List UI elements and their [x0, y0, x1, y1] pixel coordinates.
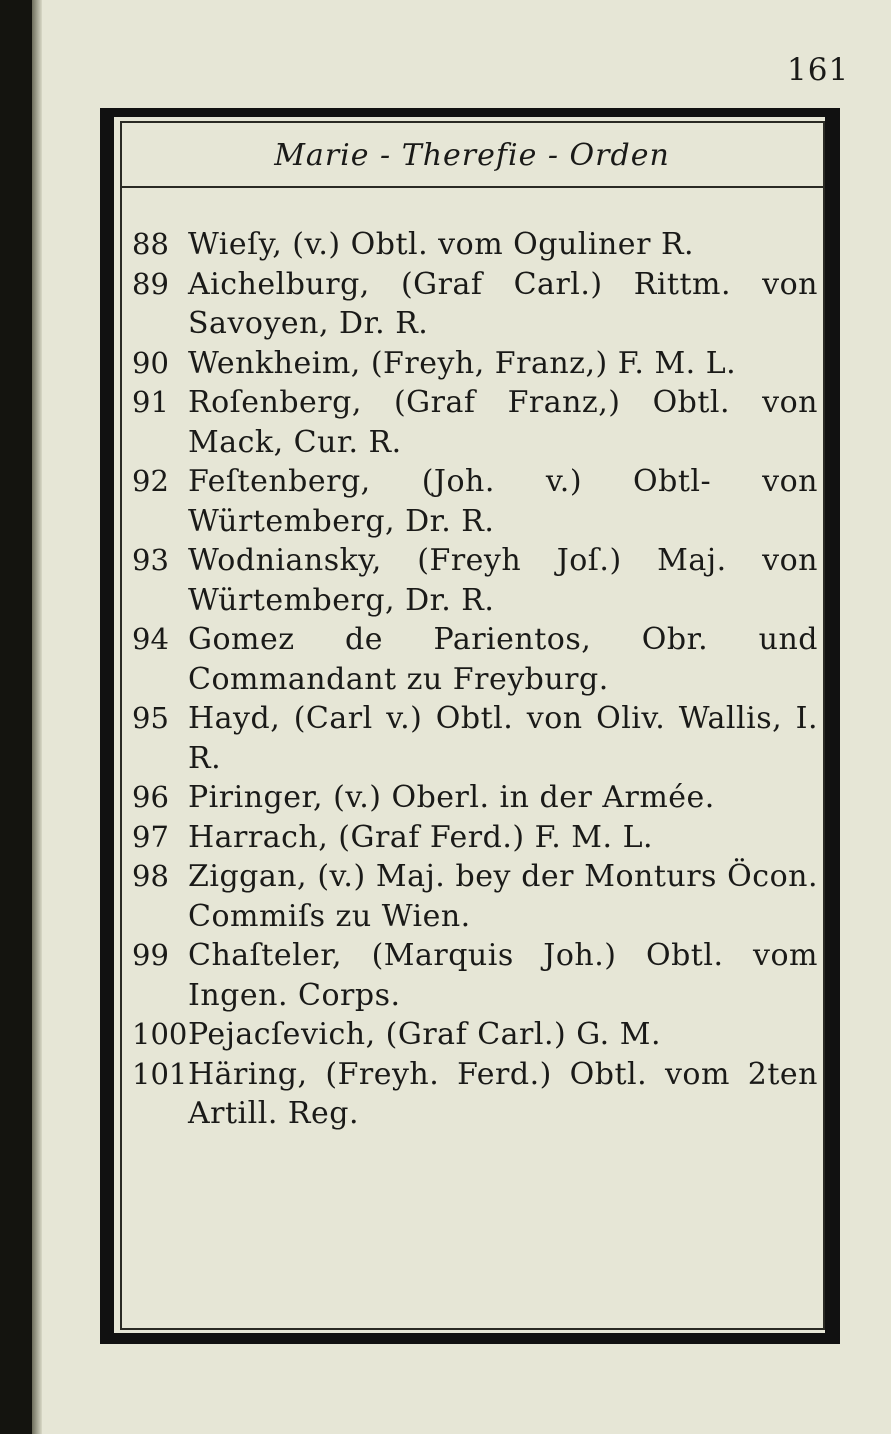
list-item	[128, 265, 818, 344]
entry-number: 91	[132, 385, 169, 419]
entry-number: 92	[132, 464, 169, 498]
list-item	[128, 462, 818, 541]
entry-text: Feſtenberg, (Joh. v.) Obtl- von Würtemberg, Dr. R.	[188, 464, 818, 539]
entry-text: Harrach, (Graf Ferd.) F. M. L.	[188, 819, 654, 855]
entry-text: Häring, (Freyh. Ferd.) Obtl. vom 2ten Artill. Reg.	[188, 1056, 818, 1131]
entry-number: 88	[132, 227, 169, 261]
entry-number: 89	[132, 266, 169, 301]
list-item	[128, 1055, 818, 1134]
list-item	[128, 857, 818, 936]
entry-text: Aichelburg, (Graf Carl.) Rittm. von Savoyen, Dr. R.	[188, 266, 818, 341]
list-item	[128, 699, 818, 778]
entry-number: 90	[132, 345, 169, 380]
heading-rule	[122, 186, 823, 188]
section-heading: Marie - Therefie - Orden	[274, 138, 670, 173]
list-item	[128, 936, 818, 1015]
page-number: 161	[787, 52, 850, 88]
list-item	[128, 778, 818, 818]
entry-number: 99	[132, 938, 169, 972]
list-item	[128, 818, 818, 858]
entry-text: Wodniansky, (Freyh Joſ.) Maj. von Würtemberg, Dr. R.	[188, 543, 818, 618]
entry-number: 95	[132, 701, 169, 735]
entry-text: Chaſteler, (Marquis Joh.) Obtl. vom Ingen. Corps.	[188, 938, 818, 1013]
entry-number: 101	[132, 1056, 188, 1091]
entry-text: Piringer, (v.) Oberl. in der Armée.	[188, 780, 715, 815]
entry-text: Pejacſevich, (Graf Carl.) G. M.	[188, 1017, 661, 1052]
entry-number: 98	[132, 859, 169, 893]
list-item	[128, 225, 818, 265]
entry-number: 100	[132, 1017, 188, 1051]
entry-text: Hayd, (Carl v.) Obtl. von Oliv. Wallis, I. R.	[188, 701, 818, 776]
entry-number: 94	[132, 622, 169, 656]
list-item	[128, 620, 818, 699]
list-item	[128, 383, 818, 462]
entry-text: Ziggan, (v.) Maj. bey der Monturs Öcon. Commiſs zu Wien.	[188, 859, 818, 934]
entry-text: Wenkheim, (Freyh, Franz,) F. M. L.	[188, 345, 737, 381]
list-item	[128, 541, 818, 620]
entry-list	[128, 225, 818, 1134]
entry-text: Gomez de Parientos, Obr. und Commandant zu Freyburg.	[188, 622, 818, 697]
entry-number: 96	[132, 780, 169, 814]
entry-text: Roſenberg, (Graf Franz,) Obtl. von Mack, Cur. R.	[188, 385, 818, 460]
spine-shadow	[32, 0, 42, 1434]
list-item	[128, 1015, 818, 1055]
entry-number: 93	[132, 543, 169, 577]
list-item	[128, 344, 818, 384]
entry-number: 97	[132, 819, 169, 854]
entry-text: Wieſy, (v.) Obtl. vom Oguliner R.	[188, 227, 695, 262]
book-spine	[0, 0, 32, 1434]
